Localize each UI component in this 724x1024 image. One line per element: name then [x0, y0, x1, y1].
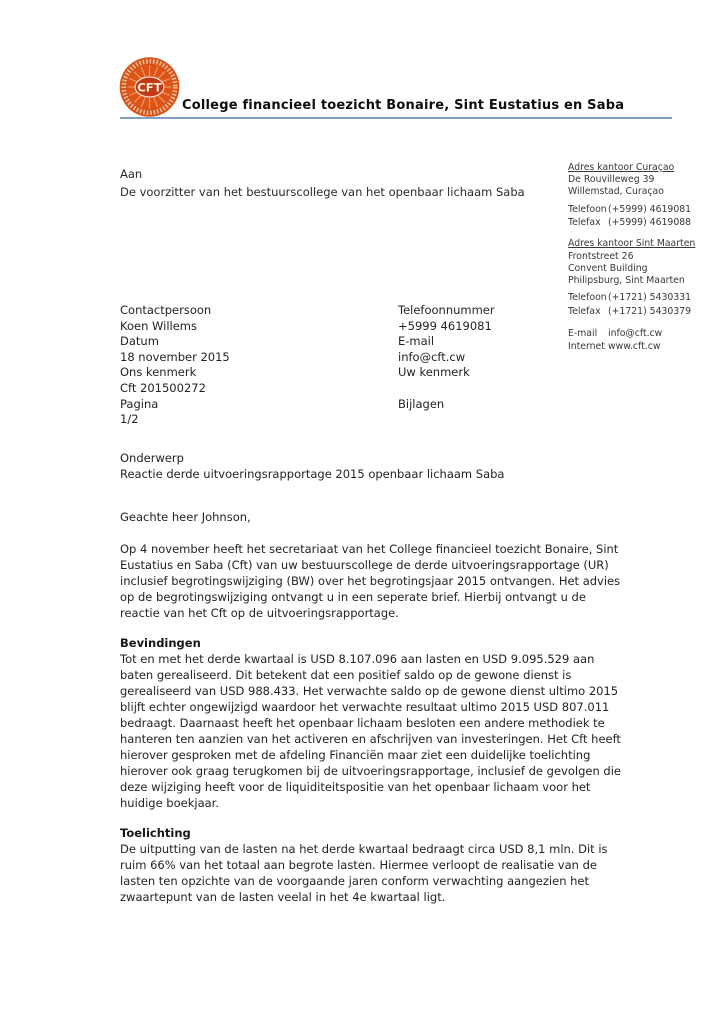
- page-value: 1/2: [120, 412, 139, 427]
- website-value: www.cft.cw: [608, 341, 661, 353]
- office-curacao-heading: Adres kantoor Curaçao: [568, 162, 675, 173]
- office-curacao-contacts: [568, 203, 718, 230]
- contactperson-label: Contactpersoon: [120, 303, 212, 317]
- email-row: [568, 327, 718, 340]
- address-line: De Rouvilleweg 39: [568, 174, 655, 186]
- subject-value: Reactie derde uitvoeringsrapportage 2015 openbaar lichaam Saba: [120, 467, 505, 481]
- website-row: [568, 340, 718, 353]
- recipient-label: Aan: [120, 167, 143, 181]
- address-line: Convent Building: [568, 262, 648, 274]
- email-meta-value: info@cft.cw: [398, 349, 466, 364]
- phone-row: [568, 291, 718, 304]
- letter-body: [120, 509, 624, 905]
- website-label: Internet: [568, 341, 605, 353]
- fax-value: (+1721) 5430379: [608, 305, 692, 317]
- svg-text:CFT: CFT: [137, 80, 162, 95]
- subject-block: [120, 450, 504, 482]
- section-text-toelichting: De uitputting van de lasten na het derde kwartaal bedraagt circa USD 8,1 mln. Dit is ruim 66% van het totaal aan begrote lasten. Hiermee verloopt de realisatie van de lasten ten opzichte van de voorgaande jaren conform verwachting aangezien het zwaartepunt van de lasten veelal in het 4e kwartaal ligt.: [120, 842, 608, 904]
- section-heading-bevindingen: Bevindingen: [120, 636, 201, 650]
- phone-value: (+1721) 5430331: [608, 292, 692, 304]
- office-info-sidebar: [568, 162, 718, 354]
- subject-label: Onderwerp: [120, 451, 184, 465]
- attachments-label: Bijlagen: [398, 396, 445, 411]
- contactperson-value: Koen Willems: [120, 318, 197, 333]
- office-sint-maarten: [568, 238, 718, 318]
- phone-number-value: +5999 4619081: [398, 318, 492, 333]
- office-curacao: [568, 162, 718, 229]
- recipient-line: De voorzitter van het bestuurscollege van het openbaar lichaam Saba: [120, 185, 525, 199]
- fax-value: (+5999) 4619088: [608, 217, 692, 229]
- office-sint-maarten-contacts: [568, 291, 718, 318]
- header-divider: [120, 117, 672, 119]
- phone-number-label: Telefoonnummer: [398, 303, 495, 317]
- our-reference-label: Ons kenmerk: [120, 365, 197, 380]
- attachments-value: [398, 412, 495, 428]
- salutation: Geachte heer Johnson,: [120, 510, 251, 524]
- our-reference-value: Cft 201500272: [120, 380, 206, 395]
- intro-paragraph: Op 4 november heeft het secretariaat van het College financieel toezicht Bonaire, Sint Eustatius en Saba (Cft) van uw bestuurscollege de derde uitvoeringsrapportage (UR) inclusief begrotingswijziging (BW) over het begrotingsjaar 2015 ontvangen. Het advies op de begrotingswijziging ontvangt u in een seperate brief. Hierbij ontvangt u de reactie van het Cft op de uitvoeringsrapportage.: [120, 542, 621, 620]
- email-meta-label: E-mail: [398, 334, 435, 349]
- phone-label: Telefoon: [568, 292, 607, 304]
- section-heading-toelichting: Toelichting: [120, 826, 191, 840]
- phone-value: (+5999) 4619081: [608, 203, 692, 215]
- organization-title: College financieel toezicht Bonaire, Sint Eustatius en Saba: [182, 98, 625, 113]
- page-label: Pagina: [120, 396, 159, 411]
- fax-row: [568, 216, 718, 229]
- your-reference-label: Uw kenmerk: [398, 365, 470, 380]
- email-value: info@cft.cw: [608, 328, 663, 340]
- address-line: Frontstreet 26: [568, 250, 634, 262]
- meta-column-left: [120, 303, 230, 428]
- cft-logo-icon: [119, 56, 180, 118]
- email-label: E-mail: [568, 328, 598, 340]
- phone-label: Telefoon: [568, 203, 607, 215]
- online-contacts: [568, 327, 718, 354]
- address-line: Philipsburg, Sint Maarten: [568, 275, 685, 287]
- section-text-bevindingen: Tot en met het derde kwartaal is USD 8.107.096 aan lasten en USD 9.095.529 aan baten gerealiseerd. Dit betekent dat een positief saldo op de gewone dienst is gerealiseerd van USD 988.433. Het verwachte saldo op de gewone dienst ultimo 2015 blijft echter ongewijzigd waardoor het verwachte resultaat ultimo 2015 USD 807.011 bedraagt. Daarnaast heeft het openbaar lichaam besloten een andere methodiek te hanteren ten aanzien van het activeren en afschrijven van investeringen. Het Cft heeft hierover gesproken met de afdeling Financiën maar ziet een duidelijke toelichting hierover ook graag terugkomen bij de uitvoeringsrapportage, inclusief de gevolgen die deze wijziging heeft voor de liquiditeitspositie van het openbaar lichaam voor het huidige boekjaar.: [120, 652, 621, 810]
- fax-row: [568, 305, 718, 318]
- recipient-block: [120, 165, 525, 201]
- cft-logo-badge: [119, 56, 180, 118]
- date-label: Datum: [120, 334, 159, 349]
- address-line: Willemstad, Curaçao: [568, 186, 664, 198]
- office-sint-maarten-heading: Adres kantoor Sint Maarten: [568, 238, 696, 250]
- fax-label: Telefax: [568, 217, 601, 229]
- your-reference-value: [398, 381, 495, 397]
- date-value: 18 november 2015: [120, 349, 230, 364]
- phone-row: [568, 203, 718, 216]
- meta-column-right: [398, 303, 495, 428]
- fax-label: Telefax: [568, 305, 601, 317]
